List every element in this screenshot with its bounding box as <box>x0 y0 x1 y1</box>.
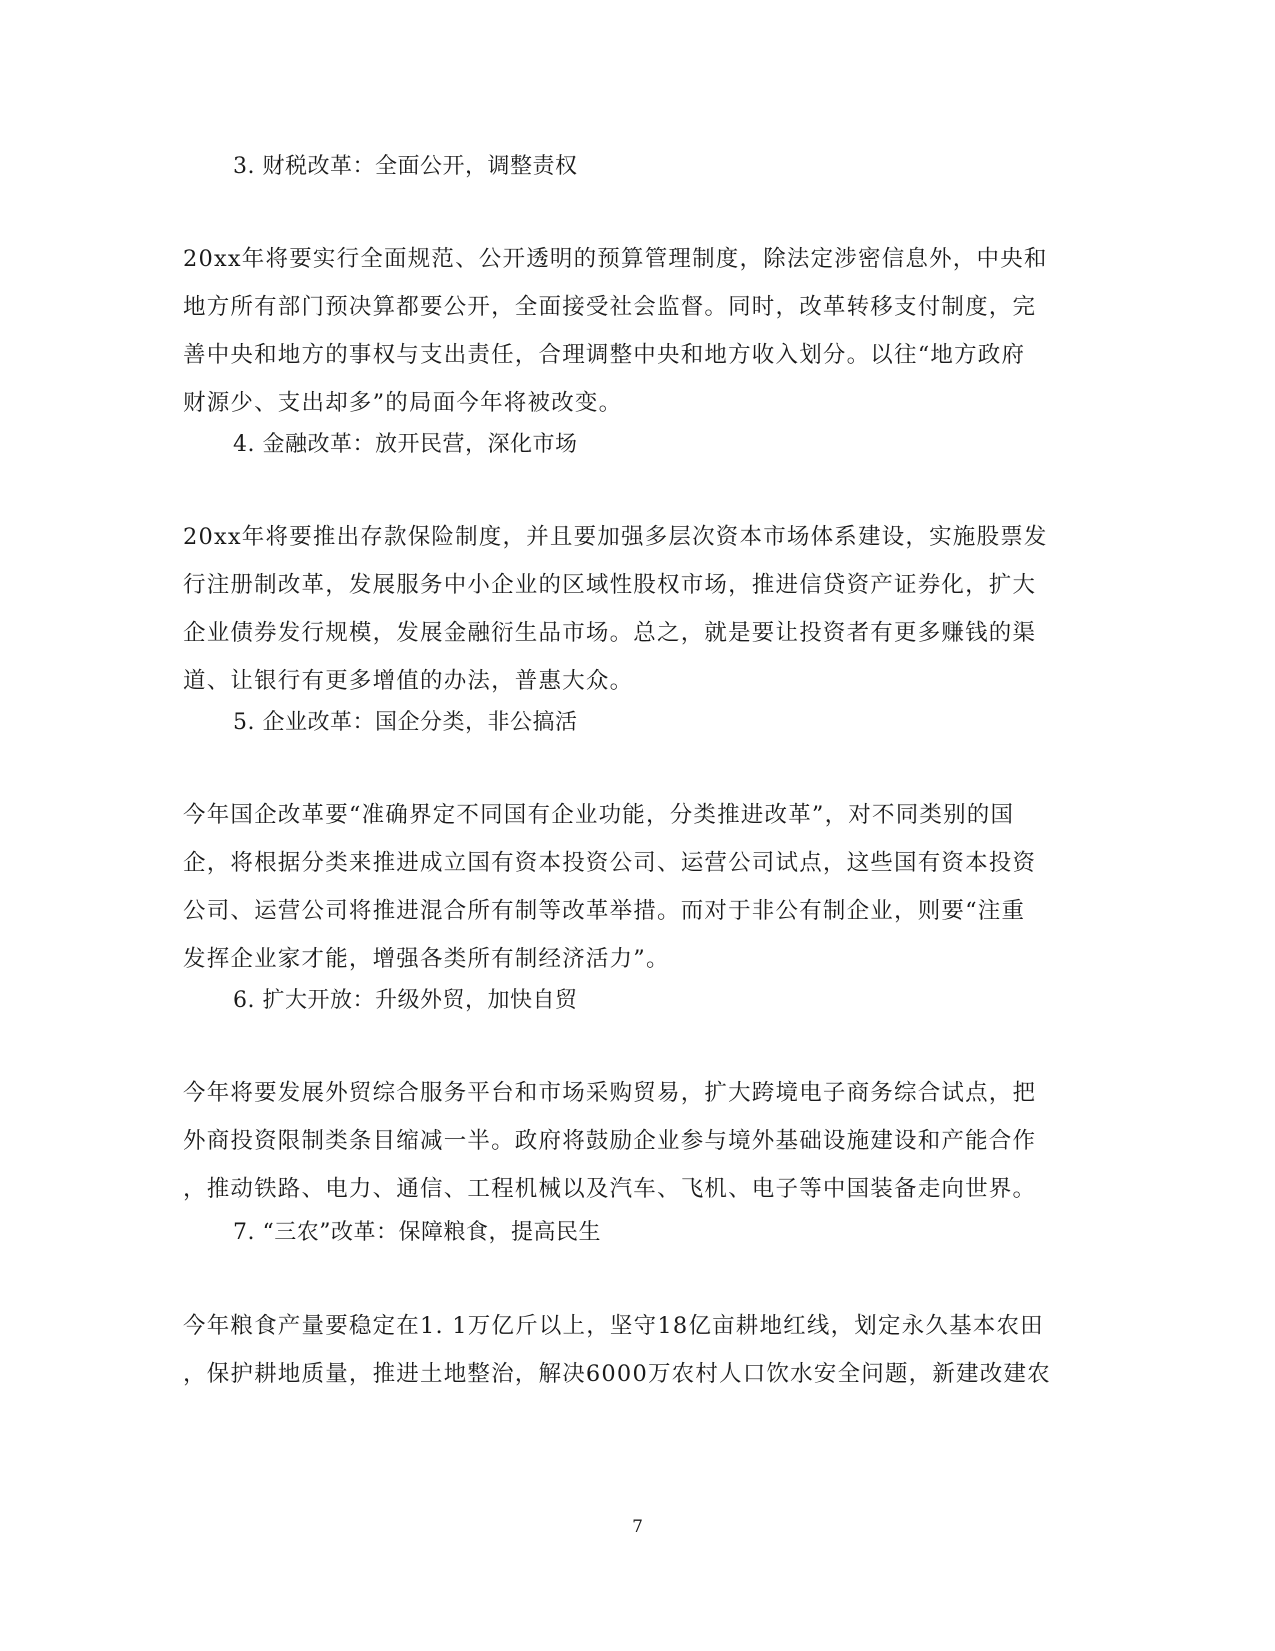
paragraph-line: 企，将根据分类来推进成立国有资本投资公司、运营公司试点，这些国有资本投资 <box>183 850 1037 876</box>
paragraph-line: 财源少、支出却多”的局面今年将被改变。 <box>183 390 623 416</box>
section-heading: 6. 扩大开放：升级外贸，加快自贸 <box>233 988 578 1013</box>
paragraph-line: 行注册制改革，发展服务中小企业的区域性股权市场，推进信贷资产证券化，扩大 <box>183 572 1037 598</box>
paragraph-line: 善中央和地方的事权与支出责任，合理调整中央和地方收入划分。以往“地方政府 <box>183 342 1026 368</box>
section-heading: 3. 财税改革：全面公开，调整责权 <box>233 154 578 179</box>
paragraph-line: 企业债券发行规模，发展金融衍生品市场。总之，就是要让投资者有更多赚钱的渠 <box>183 620 1037 646</box>
page-number: 7 <box>632 1517 643 1537</box>
section-heading: 5. 企业改革：国企分类，非公搞活 <box>233 710 578 735</box>
paragraph-line: 20xx年将要推出存款保险制度，并且要加强多层次资本市场体系建设，实施股票发 <box>183 524 1048 550</box>
paragraph-line: 道、让银行有更多增值的办法，普惠大众。 <box>183 668 634 694</box>
paragraph-line: 今年粮食产量要稳定在1. 1万亿斤以上，坚守18亿亩耕地红线，划定永久基本农田 <box>183 1313 1044 1339</box>
section-heading: 4. 金融改革：放开民营，深化市场 <box>233 432 578 457</box>
paragraph-line: ，保护耕地质量，推进土地整治，解决6000万农村人口饮水安全问题，新建改建农 <box>183 1361 1051 1387</box>
paragraph-line: 外商投资限制类条目缩减一半。政府将鼓励企业参与境外基础设施建设和产能合作 <box>183 1128 1037 1154</box>
paragraph-line: 地方所有部门预决算都要公开，全面接受社会监督。同时，改革转移支付制度，完 <box>183 294 1037 320</box>
paragraph-line: 发挥企业家才能，增强各类所有制经济活力”。 <box>183 946 670 972</box>
paragraph-line: 今年国企改革要“准确界定不同国有企业功能，分类推进改革”，对不同类别的国 <box>183 802 1015 828</box>
paragraph-line: 公司、运营公司将推进混合所有制等改革举措。而对于非公有制企业，则要“注重 <box>183 898 1026 924</box>
paragraph-line: ，推动铁路、电力、通信、工程机械以及汽车、飞机、电子等中国装备走向世界。 <box>183 1176 1037 1202</box>
paragraph-line: 20xx年将要实行全面规范、公开透明的预算管理制度，除法定涉密信息外，中央和 <box>183 246 1048 272</box>
paragraph-line: 今年将要发展外贸综合服务平台和市场采购贸易，扩大跨境电子商务综合试点，把 <box>183 1080 1037 1106</box>
section-heading: 7. “三农”改革：保障粮食，提高民生 <box>233 1220 601 1245</box>
